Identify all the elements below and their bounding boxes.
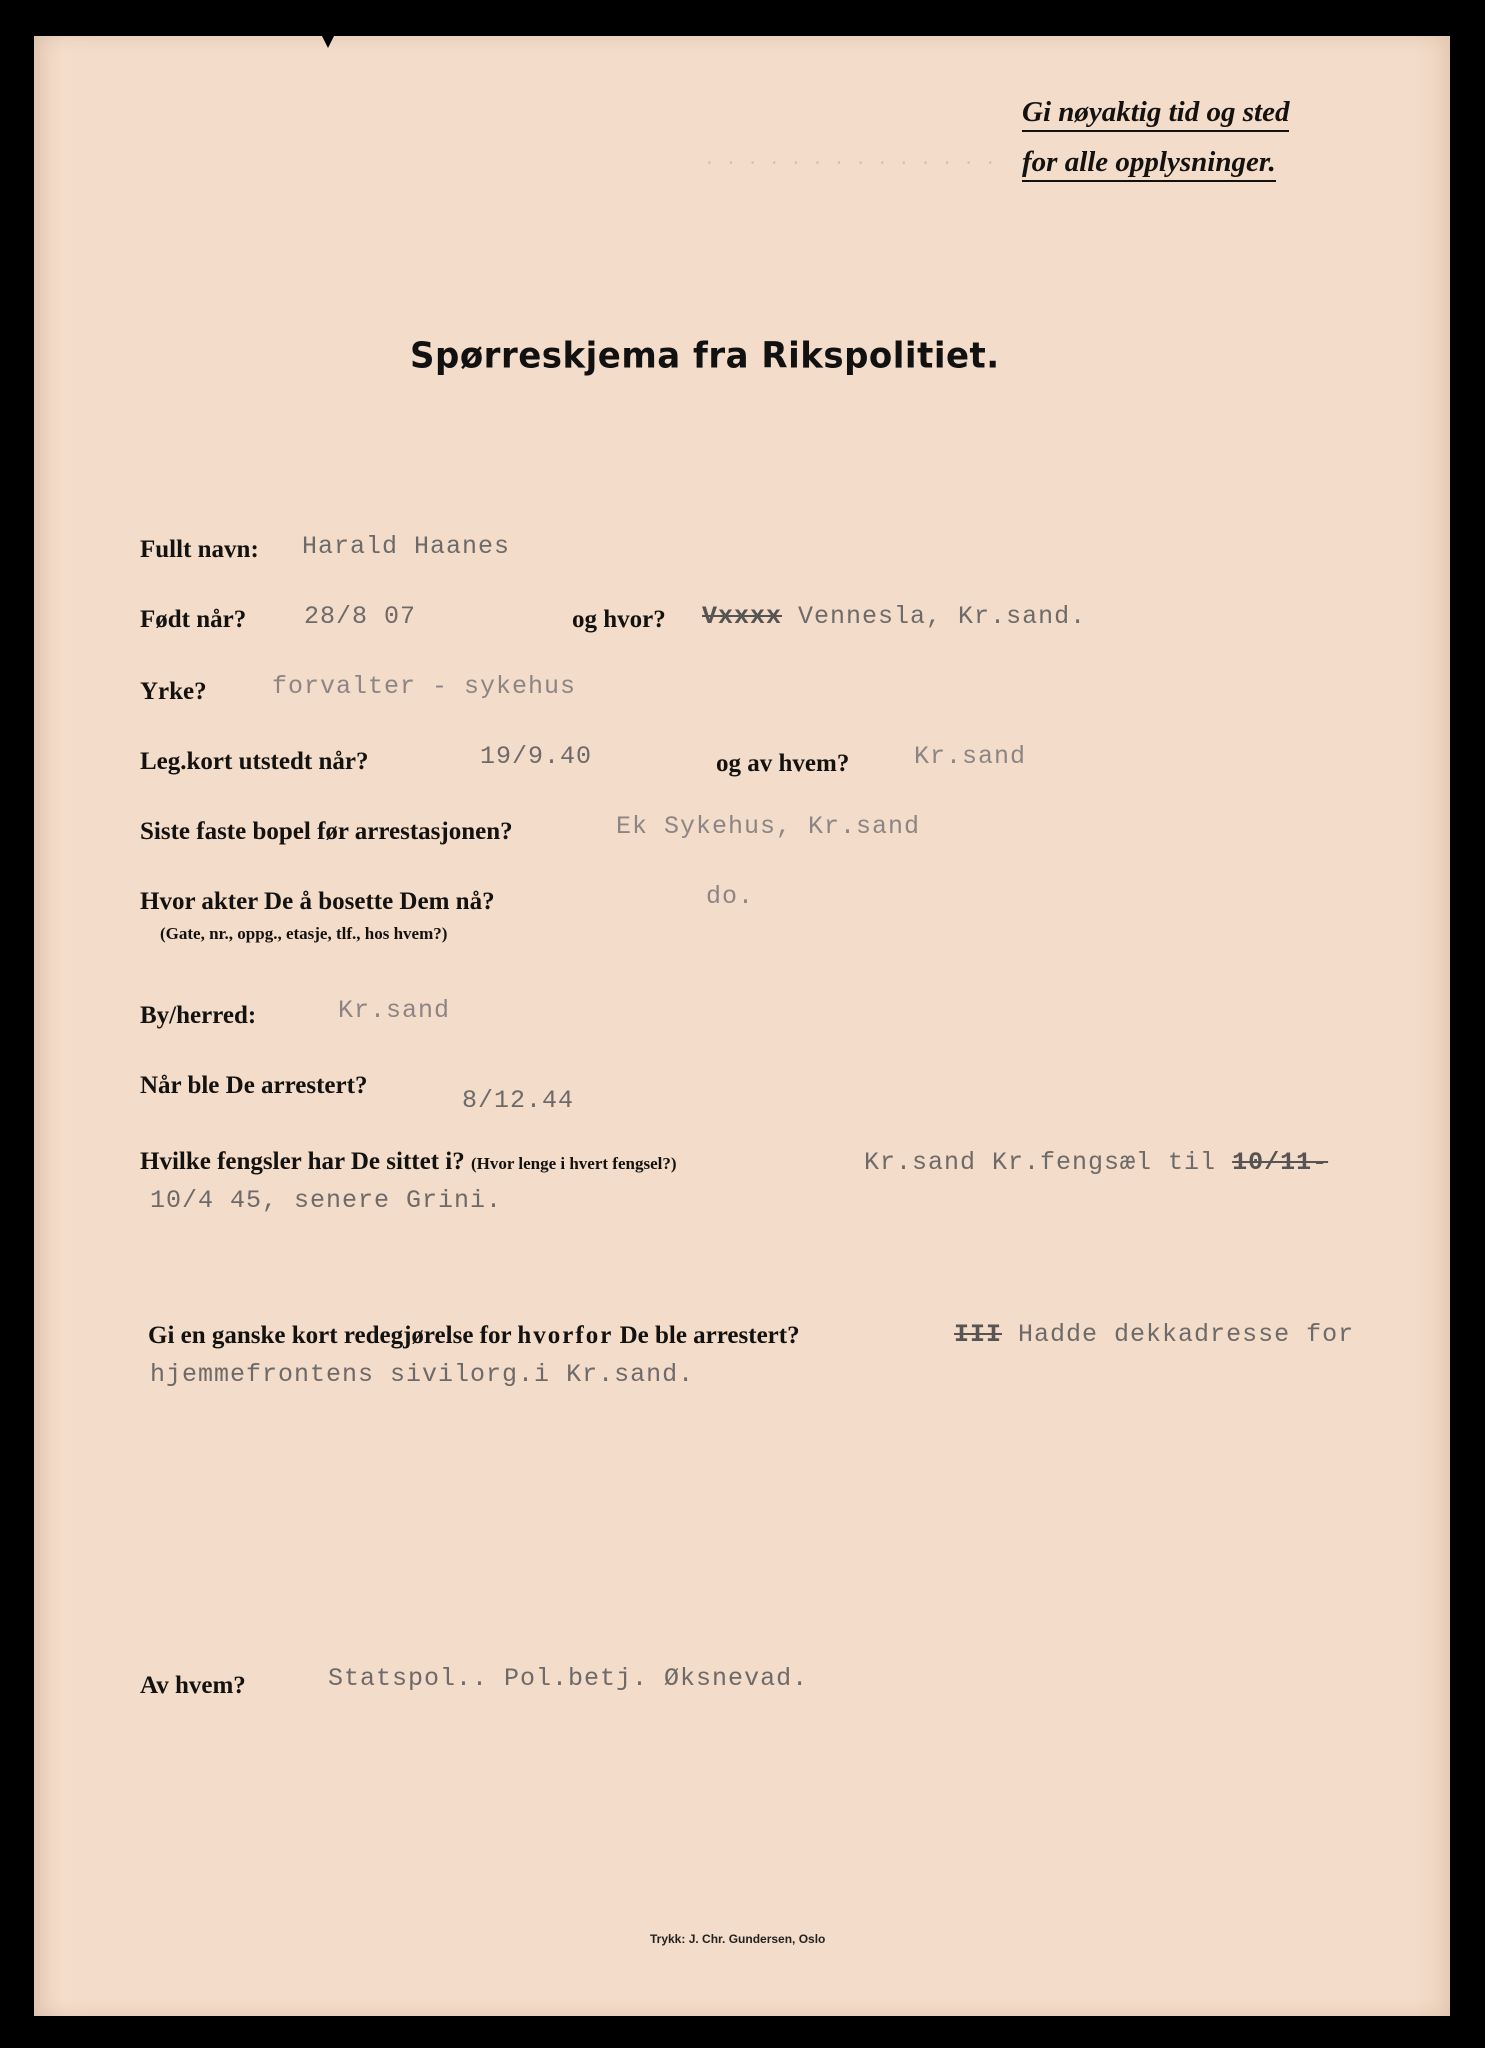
id-card-by-label: og av hvem? [716,750,850,777]
form-title: Spørreskjema fra Rikspolitiet. [410,335,1000,377]
printer-imprint: Trykk: J. Chr. Gundersen, Oslo [650,1932,826,1946]
reason-value-line-1 [954,1320,1354,1349]
born-when-label: Født når? [140,606,247,633]
reason-label [148,1322,800,1350]
id-card-when-value: 19/9.40 [480,742,593,771]
town-value: Kr.sand [338,996,451,1025]
prisons-value-a: Kr.sand Kr.fengsæl til [864,1148,1217,1177]
instruction-line-1: Gi nøyaktig tid og sted [1022,96,1289,132]
reason-label-b: De ble arrestert? [619,1322,800,1349]
reason-struck-text: III [954,1320,1003,1349]
full-name-value: Harald Haanes [302,532,511,561]
prisons-note: (Hvor lenge i hvert fengsel?) [470,1154,677,1173]
prisons-struck-text: 10/11- [1232,1148,1329,1177]
town-label: By/herred: [140,1002,257,1029]
future-address-note: (Gate, nr., oppg., etasje, tlf., hos hvem?) [160,924,448,943]
prisons-value-line-1 [864,1148,1328,1177]
reason-value-line-2: hjemmefrontens sivilorg.i Kr.sand. [150,1360,695,1389]
reason-label-a: Gi en ganske kort redegjørelse for [148,1322,512,1349]
reason-value-a: Hadde dekkadresse for [1018,1320,1355,1349]
future-address-value: do. [706,882,755,911]
id-card-when-label: Leg.kort utstedt når? [140,748,369,775]
born-when-value: 28/8 07 [304,602,417,631]
arrested-when-label: Når ble De arrestert? [140,1072,368,1099]
full-name-label: Fullt navn: [140,536,259,563]
occupation-value: forvalter - sykehus [272,672,577,701]
prisons-value-line-2: 10/4 45, senere Grini. [150,1186,503,1215]
born-where-value [702,602,1086,631]
instruction-line-2: for alle opplysninger. [1022,146,1276,182]
arrested-when-value: 8/12.44 [462,1086,575,1115]
arrested-by-value: Statspol.. Pol.betj. Øksnevad. [328,1664,809,1693]
arrested-by-label: Av hvem? [140,1672,246,1699]
id-card-by-value: Kr.sand [914,742,1027,771]
last-address-value: Ek Sykehus, Kr.sand [616,812,921,841]
future-address-label: Hvor akter De å bosette Dem nå? [140,888,495,915]
born-where-text: Vennesla, Kr.sand. [798,602,1087,631]
last-address-label: Siste faste bopel før arrestasjonen? [140,818,513,845]
prisons-label-text: Hvilke fengsler har De sittet i? [140,1148,465,1175]
reason-label-emph: hvorfor [517,1322,614,1349]
born-where-label: og hvor? [572,606,666,633]
born-where-struck-text: Vxxxx [702,602,783,631]
binding-notch [322,36,334,48]
occupation-label: Yrke? [140,678,207,705]
form-page [34,36,1450,2016]
prisons-label [140,1148,677,1176]
bleed-through-text: · · · · · · · · · · · · · · [704,154,996,174]
